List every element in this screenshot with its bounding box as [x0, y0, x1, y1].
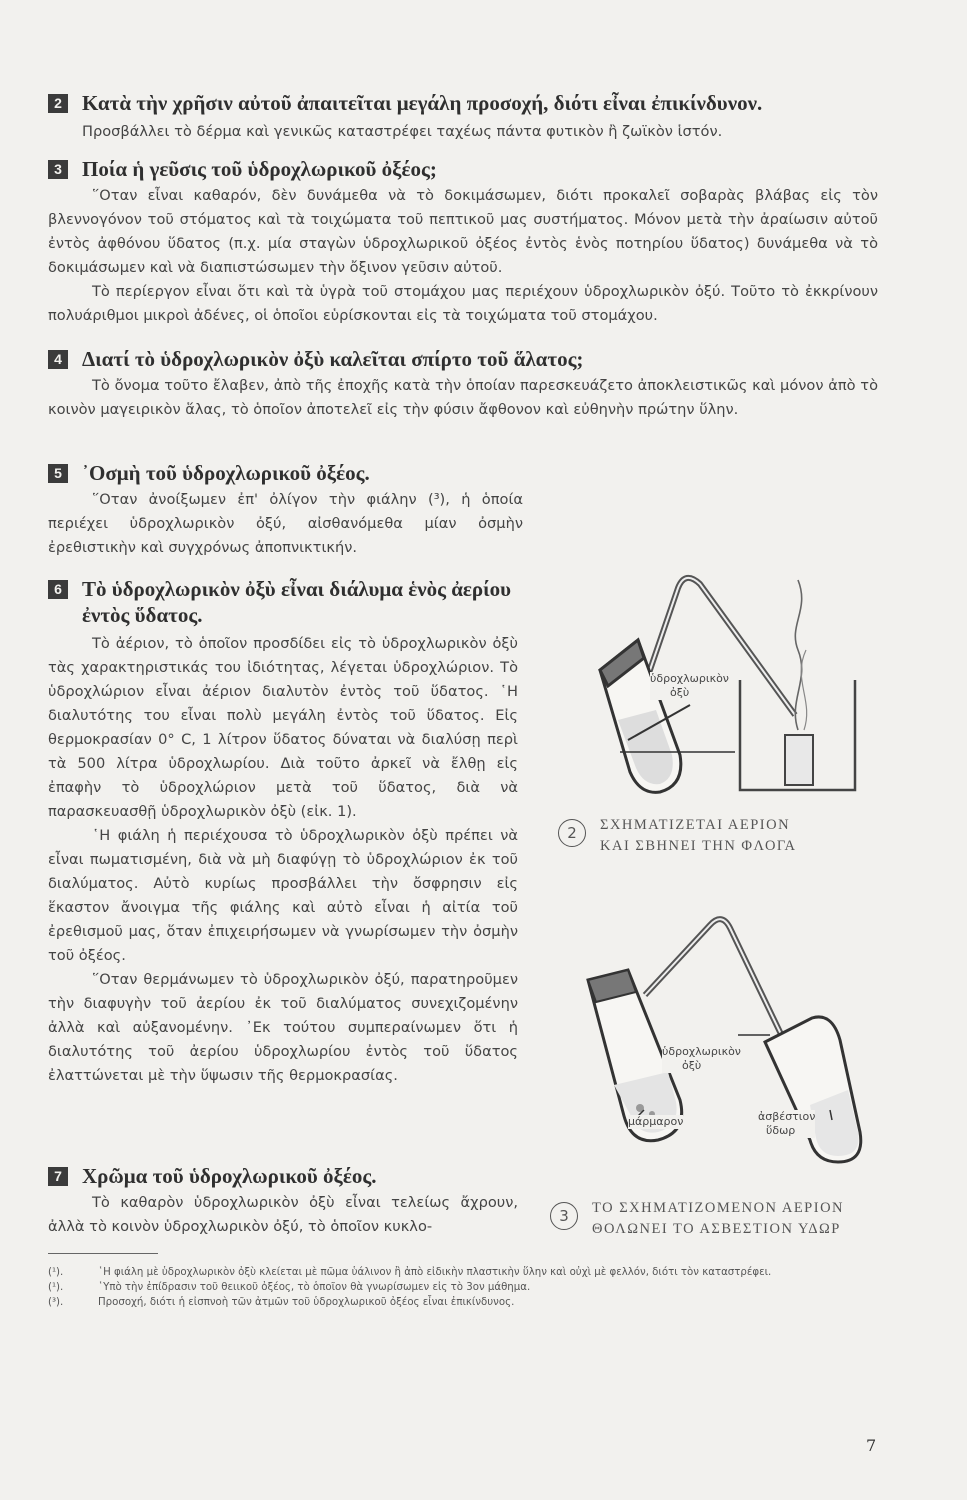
- caption-line: ΤΟ ΣΧΗΜΑΤΙΖΟΜΕΝΟΝ ΑΕΡΙΟΝ: [592, 1200, 845, 1216]
- heading-text: Διατί τὸ ὑδροχλωρικὸν ὀξὺ καλεῖται σπίρτο τοῦ ἅλατος;: [82, 347, 584, 371]
- section-heading: [48, 90, 878, 116]
- caption-line: ΚΑΙ ΣΒΗΝΕΙ ΤΗΝ ΦΛΟΓΑ: [600, 838, 797, 854]
- footnote: [48, 1295, 878, 1310]
- figure-3-label-limewater: [758, 1110, 815, 1138]
- label-line: ὕδωρ: [766, 1124, 796, 1137]
- section-number-badge: 5: [48, 464, 68, 483]
- figure-number: 2: [558, 819, 586, 847]
- paragraph: Τὸ καθαρὸν ὑδροχλωρικὸν ὀξὺ εἶναι τελείως ἄχρουν, ἀλλὰ τὸ κοινὸν ὑδροχλωρικὸν ὀξύ, τὸ ὁποῖον κυκλο-: [48, 1194, 518, 1235]
- figure-number: 3: [550, 1202, 578, 1230]
- paragraph: ῞Οταν θερμάνωμεν τὸ ὑδροχλωρικὸν ὀξύ, παρατηροῦμεν τὴν διαφυγὴν τοῦ ἀερίου ἐκ τοῦ διαλύματος συνεχιζομένην ἀλλὰ καὶ αὐξανομένην. ᾿Εκ τούτου συμπεραίνωμεν ὅτι ἡ διαλυτότης τοῦ ἀερίου ὑδροχλωρίου ἐντὸς τοῦ ὕδατος ἐλαττώνεται μὲ τὴν ὕψωσιν τῆς θερμοκρασίας.: [48, 971, 518, 1084]
- paragraph: Προσβάλλει τὸ δέρμα καὶ γενικῶς καταστρέφει ταχέως πάντα φυτικὸν ἢ ζωϊκὸν ἱστόν.: [82, 123, 723, 140]
- footnote-text: ῾Η φιάλη μὲ ὑδροχλωρικὸν ὀξὺ κλείεται μὲ πῶμα ὑάλινον ἢ ἀπὸ εἰδικὴν πλαστικὴν ὕλην καὶ οὐχὶ μὲ φελλόν, διότι τὸν καταστρέφει.: [98, 1267, 772, 1278]
- section-number-badge: 3: [48, 160, 68, 179]
- section-number-badge: 6: [48, 580, 68, 599]
- heading-text: Τὸ ὑδροχλωρικὸν ὀξὺ εἶναι διάλυμα ἑνὸς ἀερίου ἐντὸς ὕδατος.: [82, 577, 512, 627]
- heading-text: ᾿Οσμὴ τοῦ ὑδροχλωρικοῦ ὀξέος.: [82, 461, 370, 485]
- footnote: [48, 1265, 878, 1280]
- paragraph: ῾Η φιάλη ἡ περιέχουσα τὸ ὑδροχλωρικὸν ὀξὺ πρέπει νὰ εἶναι πωματισμένη, διὰ νὰ μὴ διαφύγῃ τὸ ὑδροχλώριον ἐκ τοῦ διαλύματος. Αὐτὸ κυρίως προσβάλλει τὴν ὄσφρησιν εἰς ἕκαστον ἄνοιγμα τῆς φιάλης καὶ αὐτὸ εἶναι ἡ αἰτία τοῦ ἐρεθισμοῦ μας, ὅταν ἐπιχειρήσωμεν νὰ γνωρίσωμεν τὴν ὀσμὴν τοῦ ὀξέος.: [48, 827, 518, 964]
- page-number: 7: [866, 1436, 877, 1455]
- figure-3-label-marble: μάρμαρον: [628, 1115, 684, 1128]
- section-6: [48, 576, 518, 1088]
- section-body: [48, 184, 878, 328]
- section-number-badge: 4: [48, 350, 68, 369]
- section-number-badge: 7: [48, 1167, 68, 1186]
- footnote-text: Προσοχή, διότι ἡ εἰσπνοὴ τῶν ἀτμῶν τοῦ ὑδροχλωρικοῦ ὀξέος εἶναι ἐπικίνδυνος.: [98, 1297, 515, 1308]
- section-4: [48, 346, 878, 422]
- footnote-mark: (¹).: [48, 1267, 64, 1278]
- label-line: ὑδροχλωρικὸν: [650, 672, 729, 685]
- footnotes: [48, 1265, 878, 1310]
- paragraph: Τὸ ἀέριον, τὸ ὁποῖον προσδίδει εἰς τὸ ὑδροχλωρικὸν ὀξὺ τὰς χαρακτηριστικάς του ἰδιότητας, λέγεται ὑδροχλώριον. Τὸ ὑδροχλώριον εἶναι ἀέριον διαλυτὸν ἐντὸς τοῦ ὕδατος. ῾Η διαλυτότης του εἶναι πολὺ μεγάλη ἐντὸς τοῦ ὕδατος. Εἰς θερμοκρασίαν 0° C, 1 λίτρον ὕδατος δύναται νὰ διαλύσῃ περὶ τὰ 500 λίτρα ὑδροχλωρίου. Διὰ τοῦτο ἀρκεῖ νὰ ἔλθῃ εἰς ἐπαφὴν τὸ ὑδροχλώριον μετὰ τοῦ ὕδατος, διὰ νὰ παρασκευασθῇ ὑδροχλωρικὸν ὀξὺ (εἰκ. 1).: [48, 635, 518, 820]
- label-line: ἀσβέστιον: [758, 1110, 816, 1123]
- section-body: [48, 374, 878, 422]
- caption-line: ΣΧΗΜΑΤΙΖΕΤΑΙ ΑΕΡΙΟΝ: [600, 817, 791, 833]
- section-body: [48, 632, 518, 1088]
- section-3: [48, 156, 878, 328]
- section-5: [48, 460, 523, 560]
- label-line: ὀξὺ: [670, 686, 690, 699]
- paragraph: Τὸ ὄνομα τοῦτο ἔλαβεν, ἀπὸ τῆς ἐποχῆς κατὰ τὴν ὁποίαν παρεσκευάζετο ἀποκλειστικῶς καὶ μόνον ἀπὸ τὸ κοινὸν μαγειρικὸν ἅλας, τὸ ὁποῖον ἀποτελεῖ εἰς τὴν φύσιν ἄφθονον καὶ εὐθηνὴν πρώτην ὕλην.: [48, 377, 878, 418]
- figure-2-apparatus: [560, 540, 860, 800]
- section-heading: [48, 156, 878, 182]
- section-heading: [48, 460, 523, 486]
- section-7: [48, 1163, 518, 1239]
- section-heading: [48, 346, 878, 372]
- paragraph: Τὸ περίεργον εἶναι ὅτι καὶ τὰ ὑγρὰ τοῦ στομάχου μας περιέχουν ὑδροχλωρικὸν ὀξύ. Τοῦτο τὸ ἐκκρίνουν πολυάριθμοι μικροὶ ἀδένες, οἱ ὁποῖοι εὑρίσκονται εἰς τὰ τοιχώματα τοῦ στομάχου.: [48, 283, 878, 324]
- footnote-mark: (³).: [48, 1297, 64, 1308]
- footnote-text: ῾Υπὸ τὴν ἐπίδρασιν τοῦ θειικοῦ ὀξέος, τὸ ὁποῖον θὰ γνωρίσωμεν εἰς τὸ 3ον μάθημα.: [98, 1282, 531, 1293]
- section-heading: [48, 1163, 518, 1189]
- section-body: [48, 488, 523, 560]
- paragraph: ῞Οταν ἀνοίξωμεν ἐπ' ὀλίγον τὴν φιάλην (³), ἡ ὁποία περιέχει ὑδροχλωρικὸν ὀξύ, αἰσθανόμεθα μίαν ὀσμὴν ἐρεθιστικὴν καὶ συγχρόνως ἀποπνικτικήν.: [48, 491, 523, 556]
- heading-text: Ποία ἡ γεῦσις τοῦ ὑδροχλωρικοῦ ὀξέος;: [82, 157, 437, 181]
- footnote: [48, 1280, 878, 1295]
- label-line: ὀξὺ: [682, 1059, 702, 1072]
- figure-3-label-gas: [662, 1045, 741, 1073]
- heading-text: Κατὰ τὴν χρῆσιν αὐτοῦ ἀπαιτεῖται μεγάλη προσοχή, διότι εἶναι ἐπικίνδυνον.: [82, 91, 763, 115]
- paragraph: ῞Οταν εἶναι καθαρόν, δὲν δυνάμεθα νὰ τὸ δοκιμάσωμεν, διότι προκαλεῖ σοβαρὰς βλάβας εἰς τὸν βλεννογόνον τοῦ στόματος καὶ τὰ τοιχώματα τοῦ πεπτικοῦ μας συστήματος. Μόνον μετὰ τὴν ἀραίωσιν αὐτοῦ ἐντὸς ἀφθόνου ὕδατος (π.χ. μία σταγὼν ὑδροχλωρικοῦ ὀξέος ἐντὸς ἑνὸς ποτηρίου ὕδατος) δυνάμεθα νὰ τὸ δοκιμάσωμεν καὶ νὰ διαπιστώσωμεν τὴν ὄξινον γεῦσιν αὐτοῦ.: [48, 187, 878, 276]
- caption-line: ΘΟΛΩΝΕΙ ΤΟ ΑΣΒΕΣΤΙΟΝ ΥΔΩΡ: [592, 1221, 841, 1237]
- footnote-rule: [48, 1253, 158, 1254]
- section-heading: [48, 576, 518, 628]
- figure-3-apparatus: [570, 900, 880, 1170]
- figure-2-caption: [567, 815, 797, 857]
- label-line: ὑδροχλωρικὸν: [662, 1045, 741, 1058]
- footnote-mark: (¹).: [48, 1282, 64, 1293]
- heading-text: Χρῶμα τοῦ ὑδροχλωρικοῦ ὀξέος.: [82, 1164, 377, 1188]
- section-body: [48, 1191, 518, 1239]
- section-body: [82, 120, 878, 144]
- section-2: [48, 90, 878, 144]
- figure-2-label-gas: [650, 672, 729, 700]
- section-number-badge: 2: [48, 94, 68, 113]
- figure-3-caption: [559, 1198, 845, 1240]
